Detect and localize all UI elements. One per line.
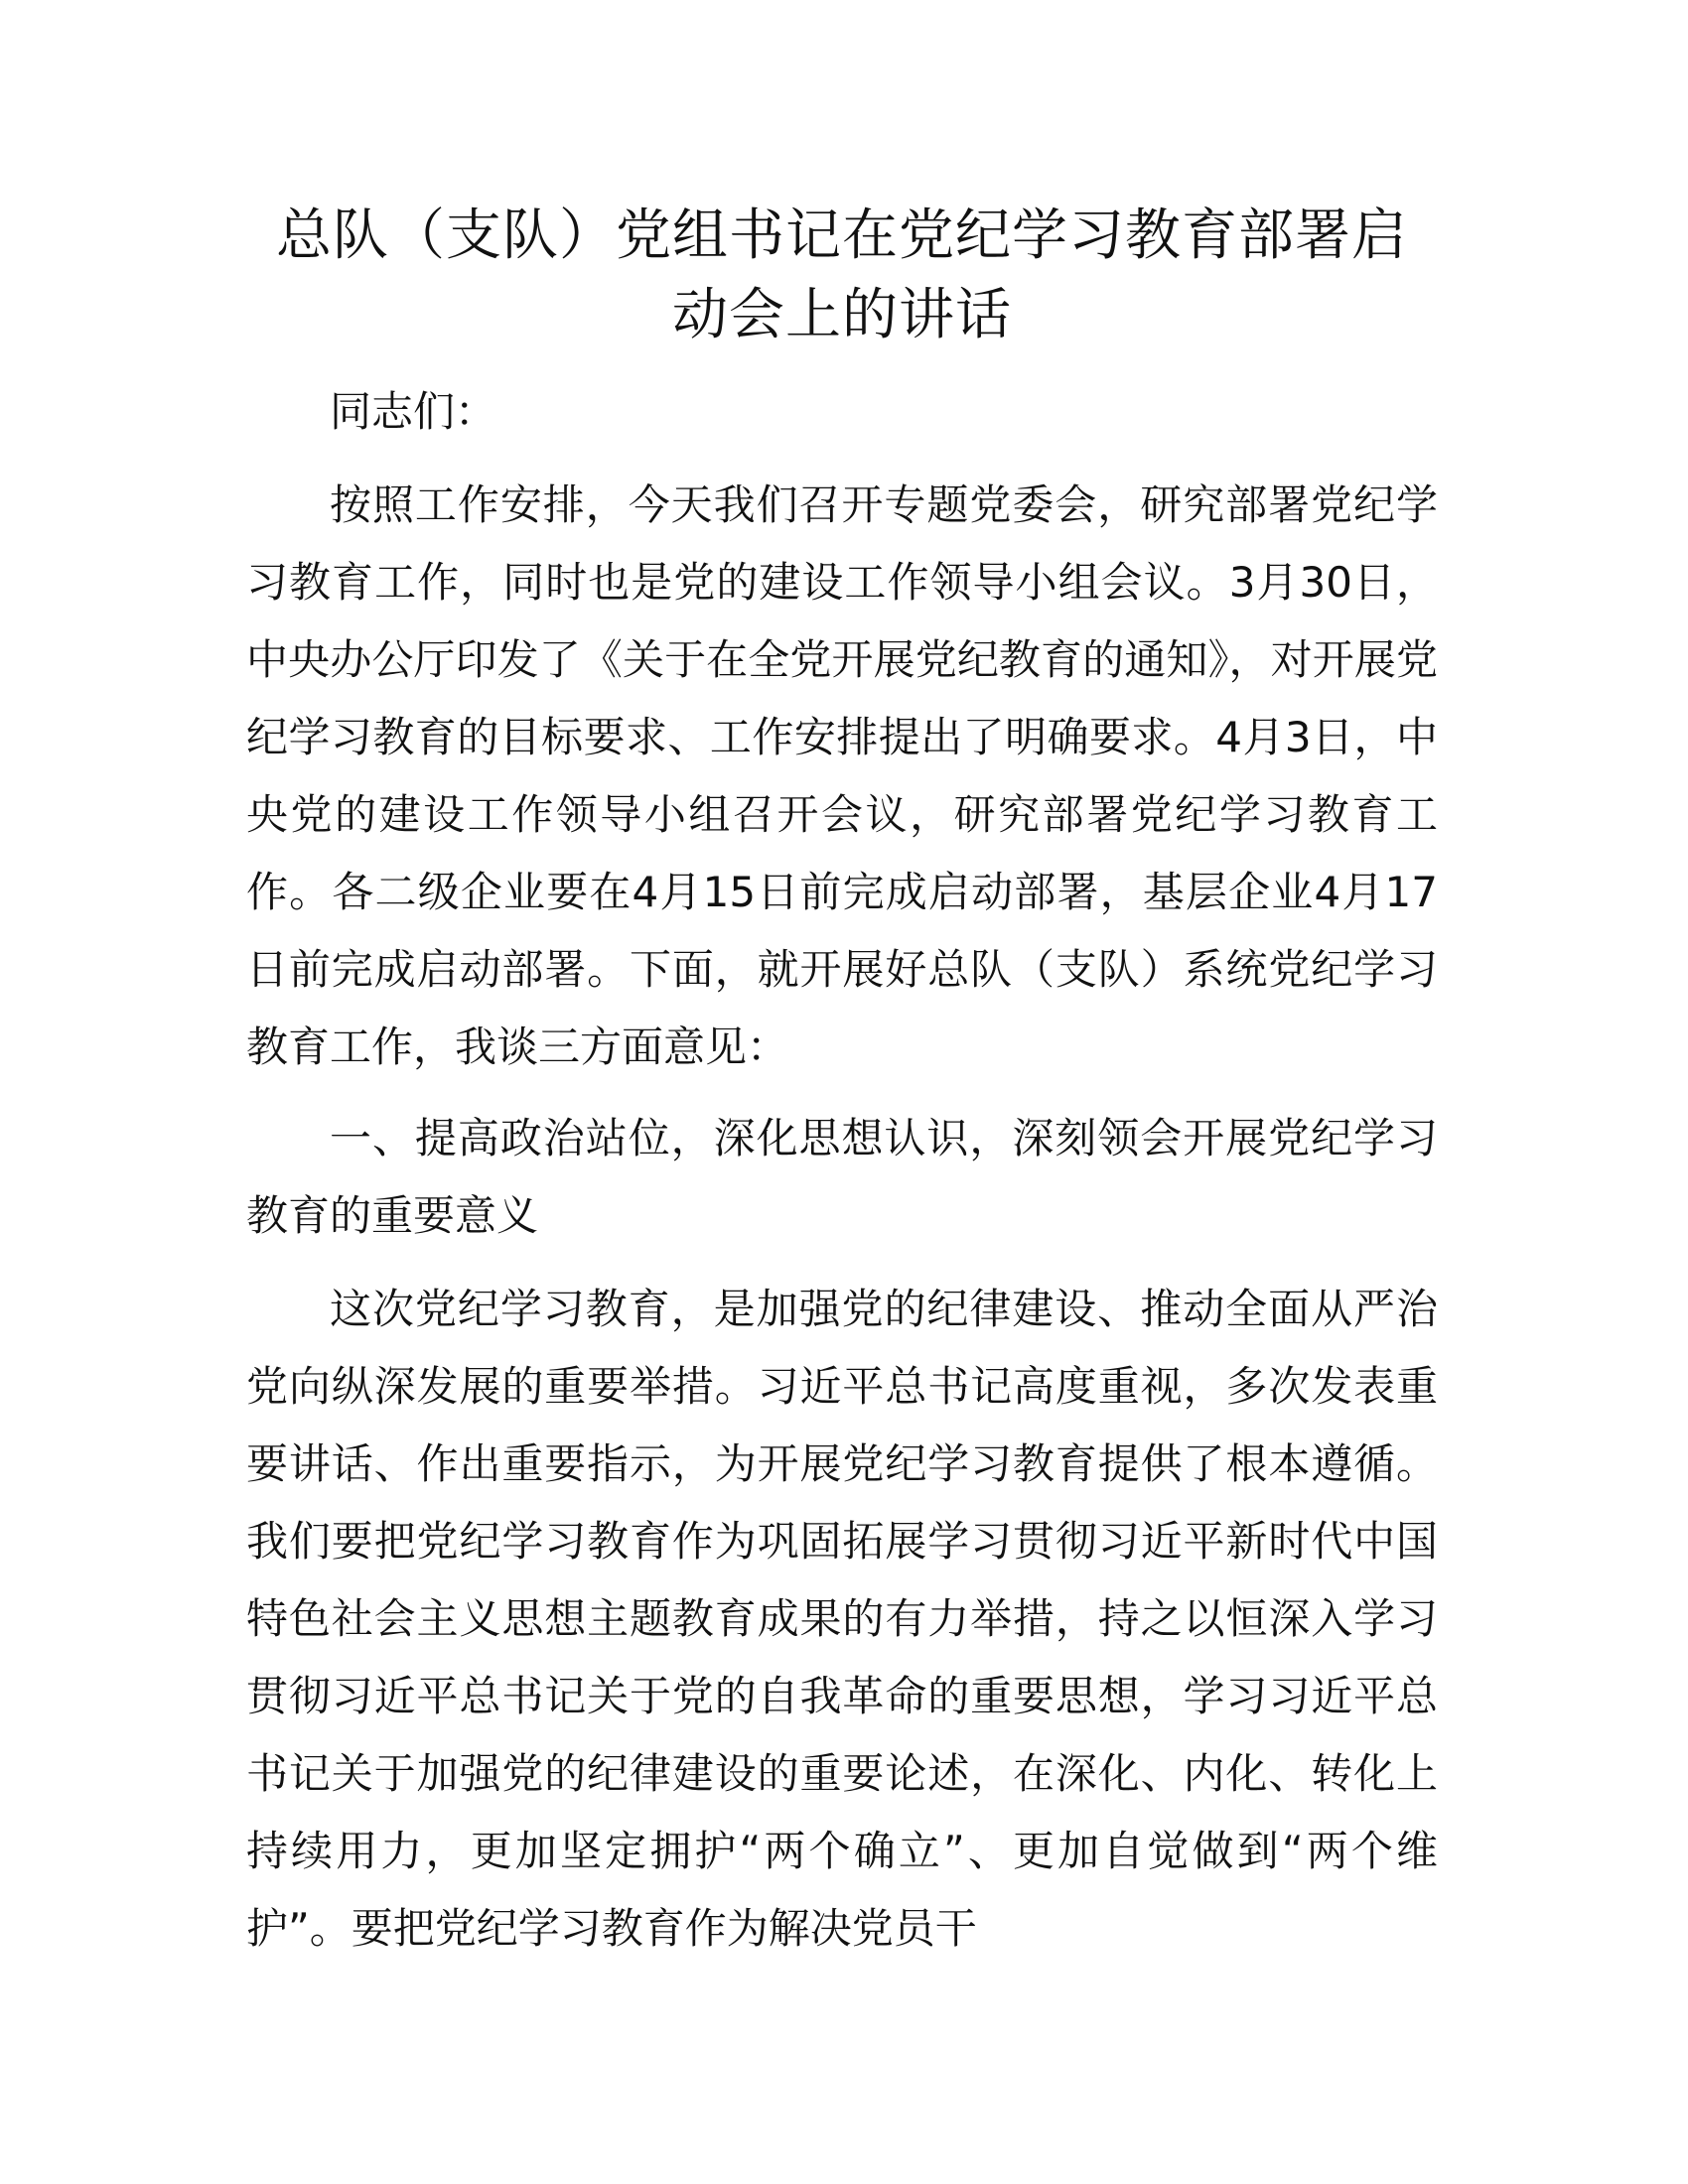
title-line-1: 总队（支队）党组书记在党纪学习教育部署启 [276,204,1408,268]
paragraph-section-1: 这次党纪学习教育，是加强党的纪律建设、推动全面从严治党向纵深发展的重要举措。习近平总书记高度重视，多次发表重要讲话、作出重要指示，为开展党纪学习教育提供了根本遵循。我们要把党纪学习教育作为巩固拓展学习贯彻习近平新时代中国特色社会主义思想主题教育成果的有力举措，持之以恒深入学习贯彻习近平总书记关于党的自我革命的重要思想，学习习近平总书记关于加强党的纪律建设的重要论述，在深化、内化、转化上持续用力，更加坚定拥护“两个确立”、更加自觉做到“两个维护”。要把党纪学习教育作为解决党员干 [246,1285,1438,1953]
title-line-2: 动会上的讲话 [672,283,1012,347]
document-page [246,197,1438,1968]
section-heading-1: 一、提高政治站位，深化思想认识，深刻领会开展党纪学习教育的重要意义 [246,1114,1438,1240]
salutation: 同志们： [330,387,497,436]
document-title [246,197,1438,355]
paragraph-intro: 按照工作安排，今天我们召开专题党委会，研究部署党纪学习教育工作，同时也是党的建设工作领导小组会议。3月30日，中央办公厅印发了《关于在全党开展党纪教育的通知》，对开展党纪学习教育的目标要求、工作安排提出了明确要求。4月3日，中央党的建设工作领导小组召开会议，研究部署党纪学习教育工作。各二级企业要在4月15日前完成启动部署，基层企业4月17日前完成启动部署。下面，就开展好总队（支队）系统党纪学习教育工作，我谈三方面意见： [246,480,1438,1071]
